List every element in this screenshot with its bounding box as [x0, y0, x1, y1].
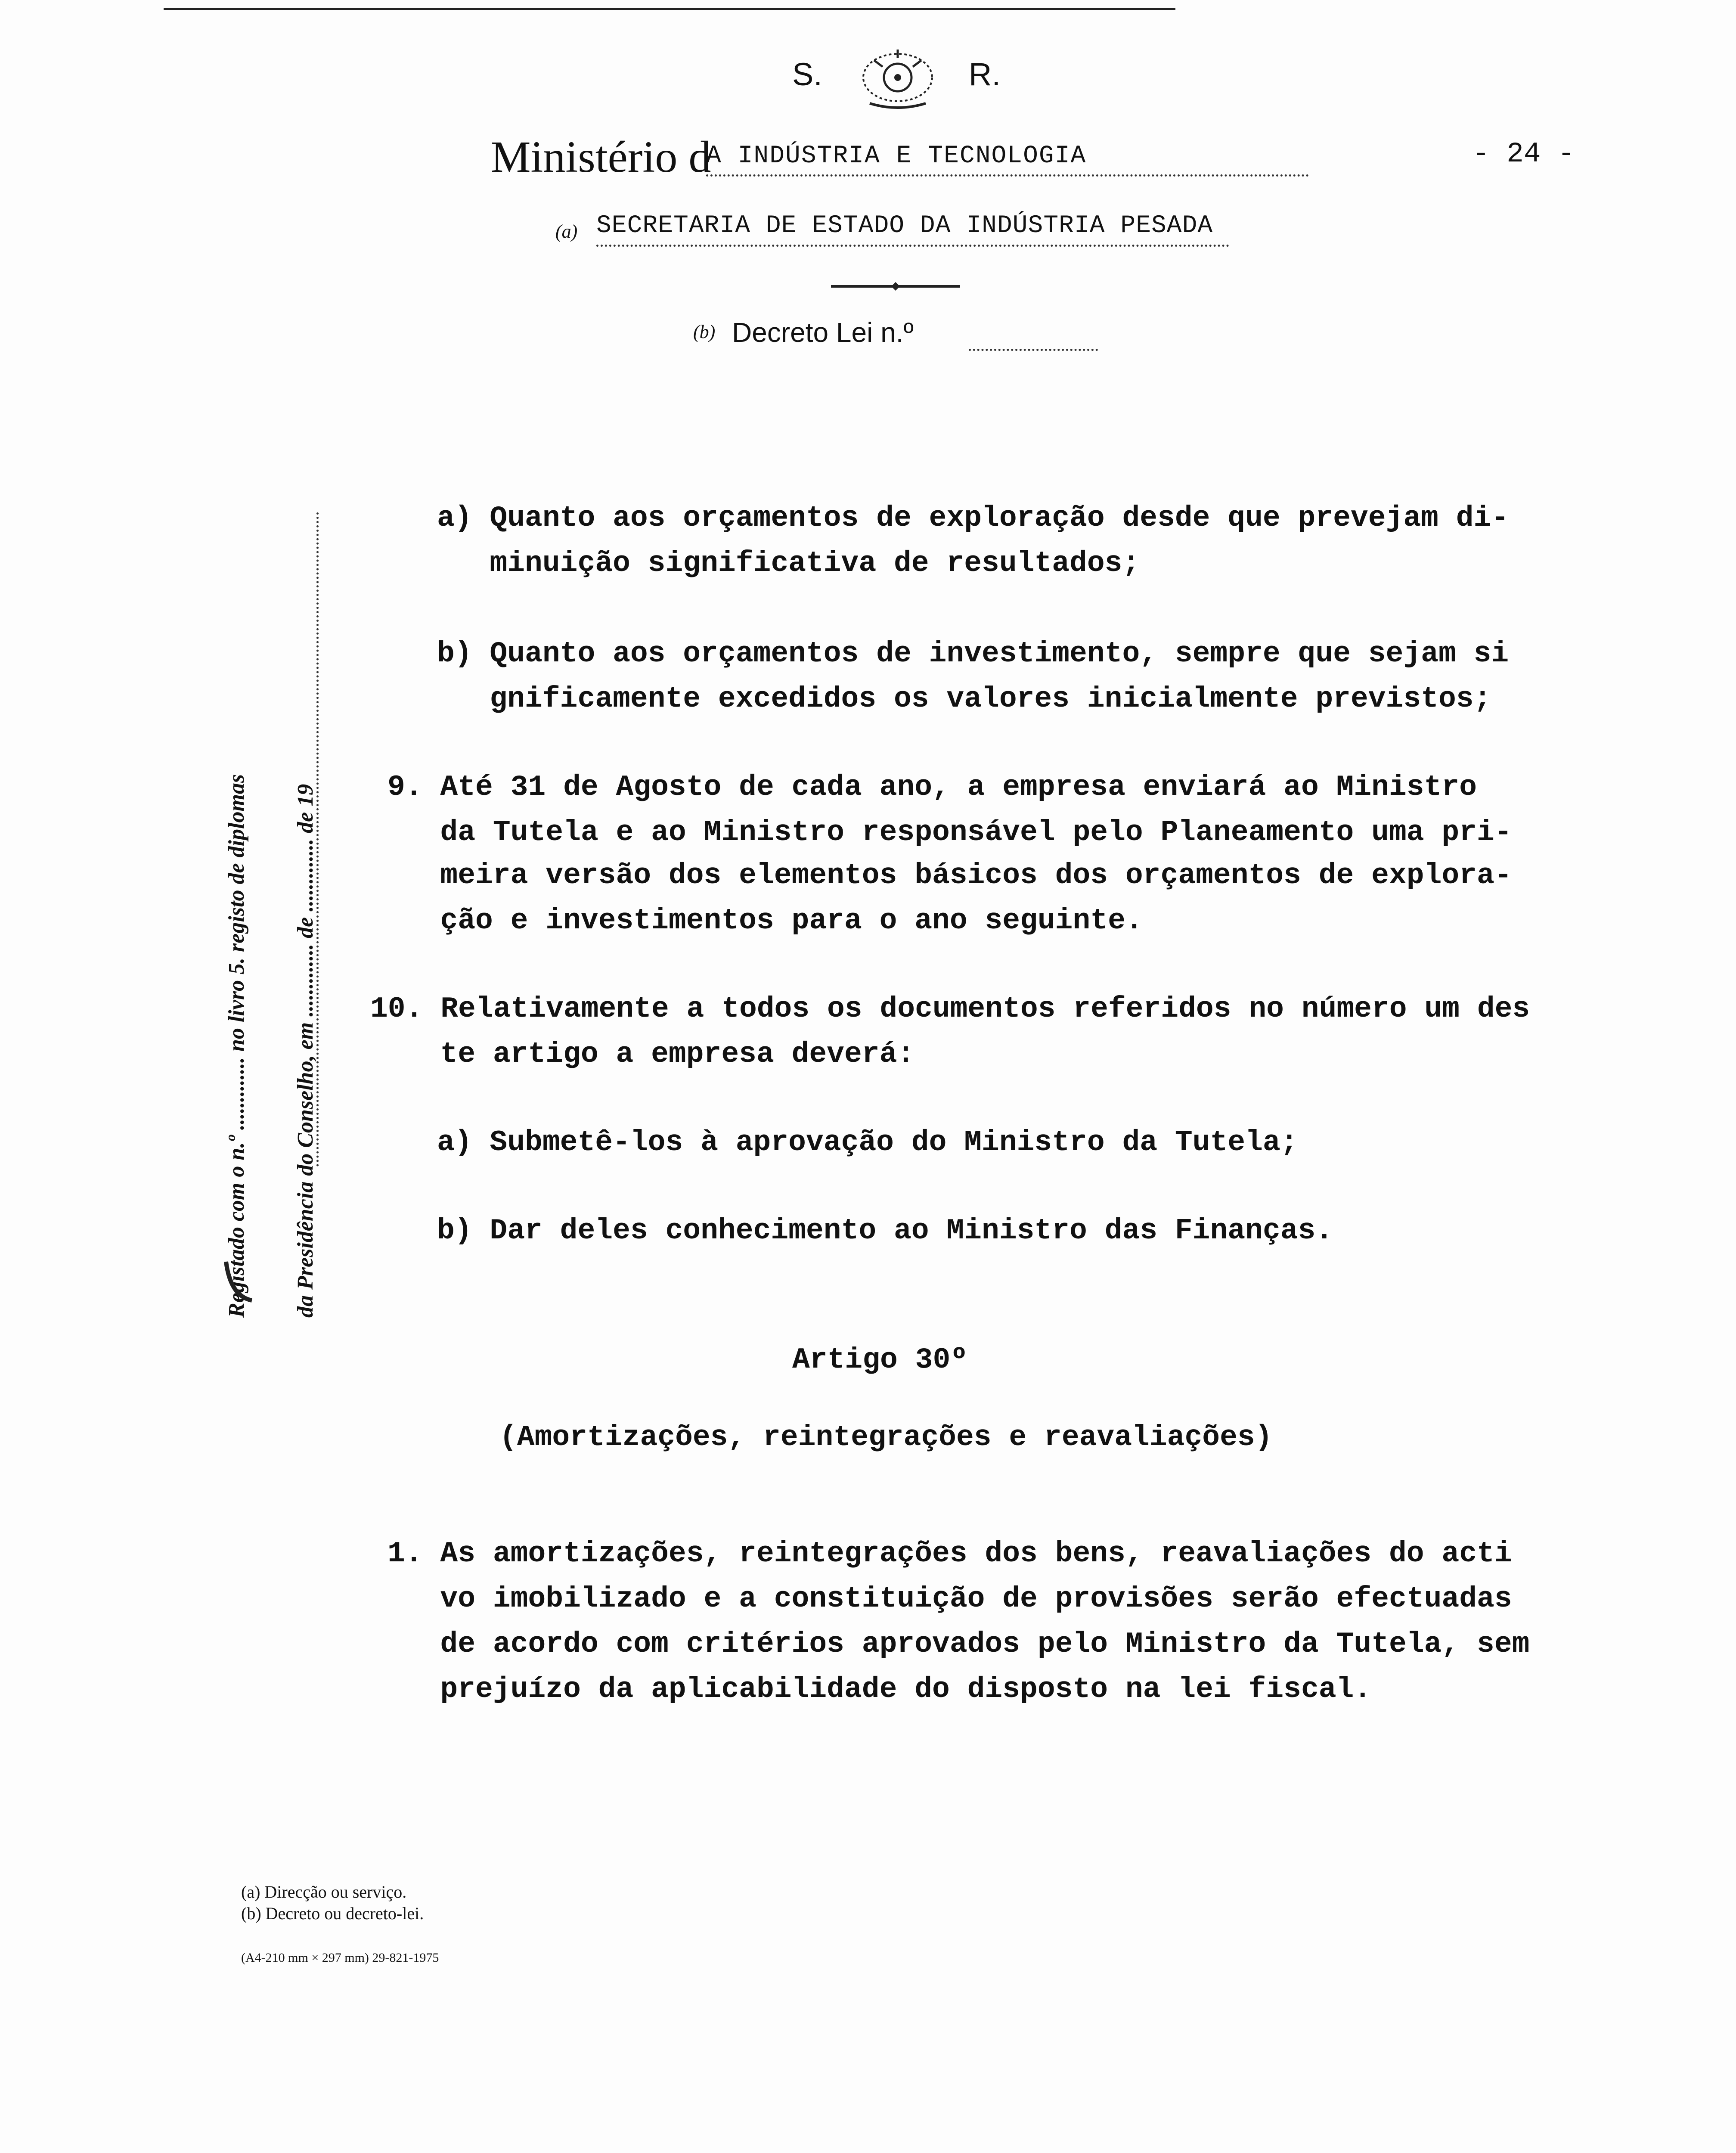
item-9-line3: meira versão dos elementos básicos dos orçamentos de explora- [388, 859, 1512, 892]
top-rule [164, 8, 1175, 10]
ministerio-dotted-line [706, 174, 1309, 177]
decreto-dotted-line [969, 349, 1098, 351]
artigo-title: Artigo 30º [792, 1343, 968, 1377]
secretaria-dotted-line [596, 245, 1229, 247]
item-1-line3: de acordo com critérios aprovados pelo Ministro da Tutela, sem [388, 1628, 1530, 1661]
ministerio-name: A INDÚSTRIA E TECNOLOGIA [706, 142, 1087, 170]
item-10-line1: 10. Relativamente a todos os documentos referidos no número um des [370, 993, 1530, 1026]
item-b1-line1: b) Quanto aos orçamentos de investimento, sempre que sejam si [437, 637, 1509, 670]
ministerio-label: Ministério d [491, 132, 711, 182]
page-number: - 24 - [1472, 138, 1575, 170]
item-10-line2: te artigo a empresa deverá: [388, 1038, 915, 1071]
item-a2: a) Submetê-los à aprovação do Ministro da Tutela; [437, 1126, 1298, 1159]
footnote-a: (a) Direcção ou serviço. [241, 1882, 407, 1902]
item-a1-line1: a) Quanto aos orçamentos de exploração desde que prevejam di- [437, 502, 1509, 535]
item-9-line4: ção e investimentos para o ano seguinte. [388, 904, 1143, 937]
register-bracket [222, 1257, 256, 1305]
register-dotted-rule [316, 512, 319, 1167]
item-1-line1: 1. As amortizações, reintegrações dos bens, reavaliações do acti [388, 1537, 1512, 1570]
decreto-text: Decreto Lei n.º [732, 317, 914, 348]
footnote-b: (b) Decreto ou decreto-lei. [241, 1904, 424, 1923]
secretaria-label: (a) [555, 221, 578, 242]
decreto-label: (b) [693, 321, 716, 342]
item-9-line2: da Tutela e ao Ministro responsável pelo Planeamento uma pri- [388, 816, 1512, 849]
artigo-subtitle: (Amortizações, reintegrações e reavaliações) [499, 1421, 1273, 1454]
form-code: (A4-210 mm × 297 mm) 29-821-1975 [241, 1951, 439, 1965]
sr-left: S. [792, 56, 822, 92]
sr-right: R. [969, 56, 1001, 92]
divider-ornament [831, 280, 960, 293]
secretaria-name: SECRETARIA DE ESTADO DA INDÚSTRIA PESADA [596, 212, 1213, 240]
coat-of-arms-emblem [848, 47, 947, 112]
republic-header [792, 47, 1033, 112]
item-a1-line2: minuição significativa de resultados; [437, 547, 1140, 580]
item-1-line4: prejuízo da aplicabilidade do disposto na lei fiscal. [388, 1673, 1372, 1706]
item-1-line2: vo imobilizado e a constituição de provisões serão efectuadas [388, 1582, 1512, 1616]
item-b1-line2: gnificamente excedidos os valores inicialmente previstos; [437, 683, 1491, 716]
register-note-line2: da Presidência do Conselho, em ............. de ............. de 19 [293, 784, 318, 1318]
item-b2: b) Dar deles conhecimento ao Ministro das Finanças. [437, 1214, 1333, 1247]
item-9-line1: 9. Até 31 de Agosto de cada ano, a empresa enviará ao Ministro [388, 771, 1477, 804]
register-note-line1: Registado com o n.º ............. no livro 5. registo de diplomas [224, 774, 249, 1318]
